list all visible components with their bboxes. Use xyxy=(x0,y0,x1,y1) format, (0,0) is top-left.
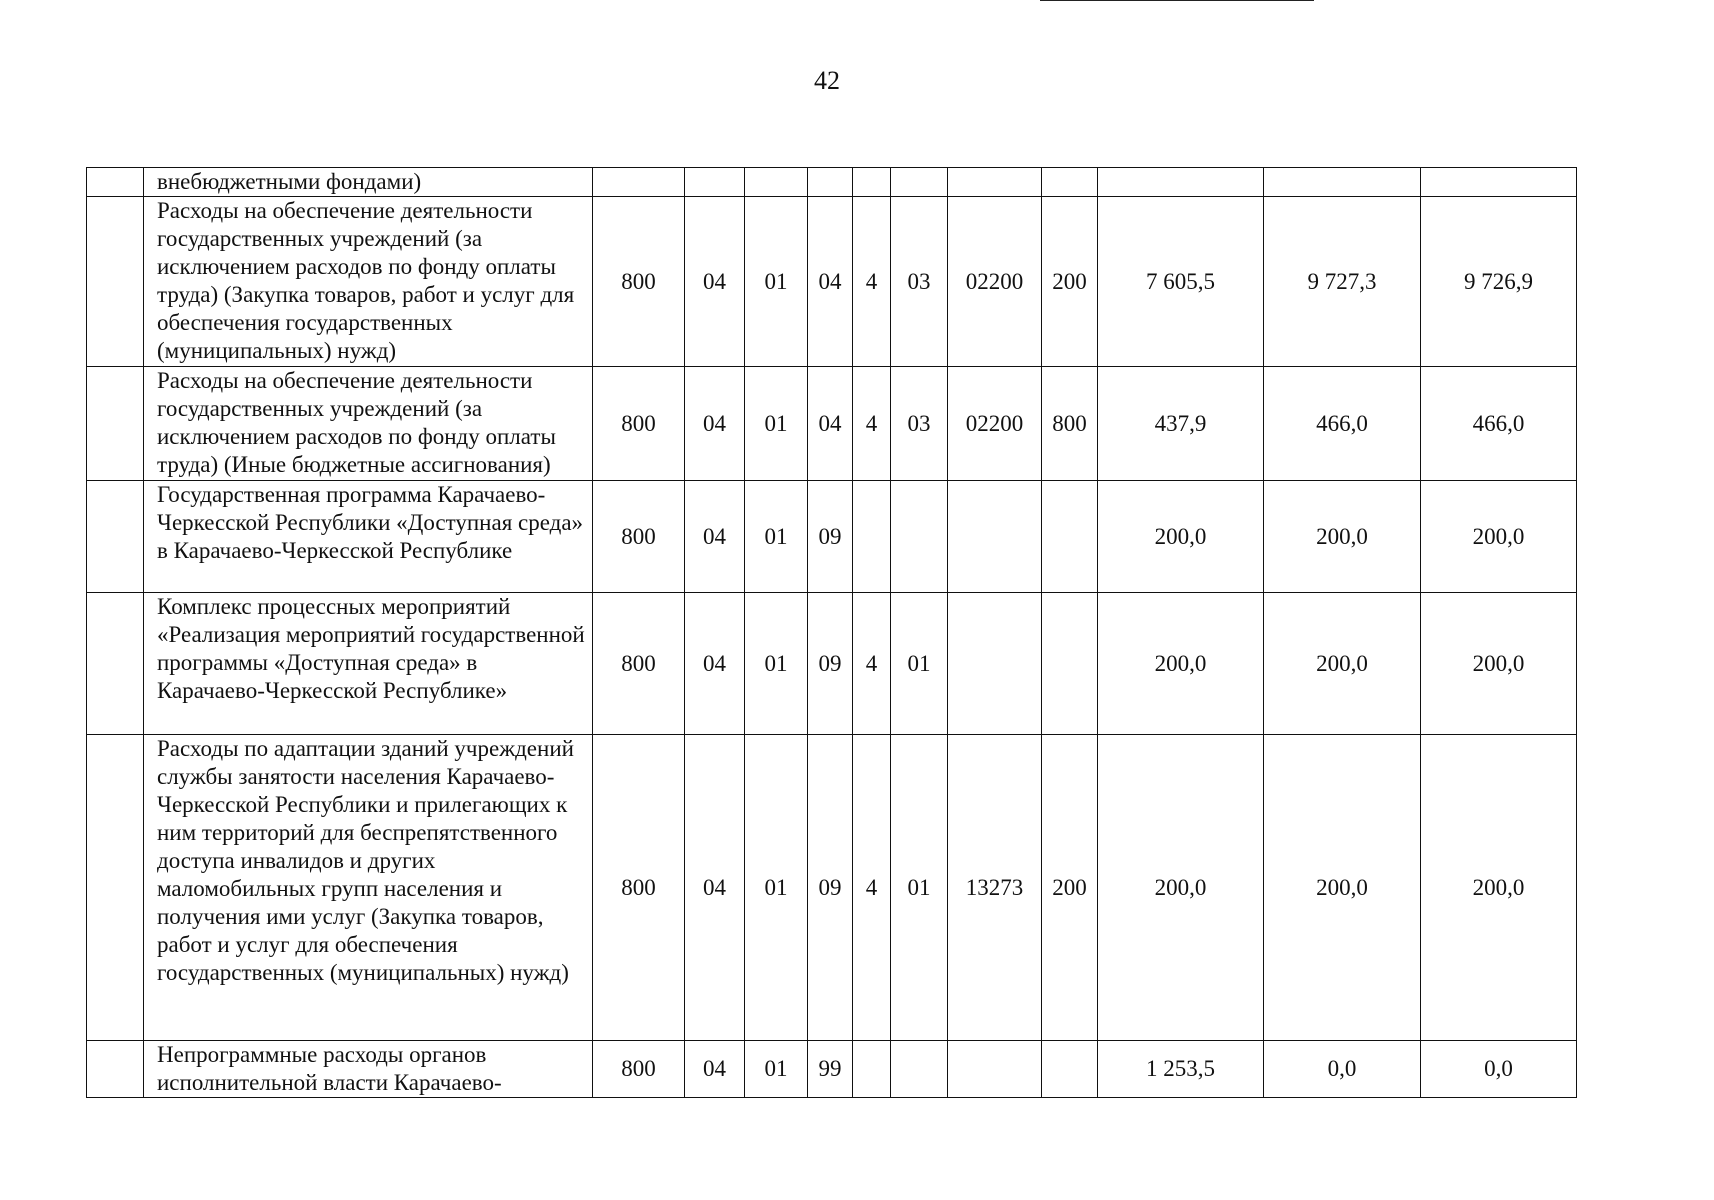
value-cell xyxy=(1042,481,1098,593)
value-cell: 02200 xyxy=(948,367,1042,481)
table-row xyxy=(87,735,1577,1041)
value-cell: 4 xyxy=(853,593,891,735)
row-index-cell xyxy=(87,197,144,367)
value-cell: 09 xyxy=(808,593,853,735)
value-cell: 200,0 xyxy=(1421,481,1577,593)
row-name-cell: Непрограммные расходы органов исполнительной власти Карачаево- xyxy=(144,1041,593,1098)
value-cell: 0,0 xyxy=(1264,1041,1421,1098)
value-cell: 04 xyxy=(685,197,745,367)
value-cell: 09 xyxy=(808,481,853,593)
value-cell: 7 605,5 xyxy=(1098,197,1264,367)
value-cell: 03 xyxy=(891,367,948,481)
value-cell: 02200 xyxy=(948,197,1042,367)
top-rule xyxy=(1040,0,1314,1)
value-cell: 1 253,5 xyxy=(1098,1041,1264,1098)
value-cell xyxy=(685,168,745,197)
value-cell: 01 xyxy=(891,593,948,735)
table-row xyxy=(87,481,1577,593)
value-cell xyxy=(1042,593,1098,735)
value-cell: 04 xyxy=(685,367,745,481)
value-cell xyxy=(891,168,948,197)
value-cell: 200,0 xyxy=(1098,593,1264,735)
value-cell: 04 xyxy=(685,481,745,593)
value-cell: 13273 xyxy=(948,735,1042,1041)
budget-table xyxy=(86,167,1577,1098)
value-cell: 200,0 xyxy=(1264,735,1421,1041)
value-cell xyxy=(1264,168,1421,197)
value-cell: 200 xyxy=(1042,735,1098,1041)
value-cell xyxy=(853,481,891,593)
value-cell xyxy=(1421,168,1577,197)
value-cell: 800 xyxy=(593,1041,685,1098)
value-cell xyxy=(853,1041,891,1098)
row-name-cell: Расходы по адаптации зданий учреждений службы занятости населения Карачаево-Черкесской Республики и прилегающих к ним территорий для беспрепятственного доступа инвалидов и других маломобильных групп населения и получения ими услуг (Закупка товаров, работ и услуг для обеспечения государственных (муниципальных) нужд) xyxy=(144,735,593,1041)
row-index-cell xyxy=(87,593,144,735)
value-cell: 01 xyxy=(745,593,808,735)
value-cell: 800 xyxy=(593,593,685,735)
value-cell: 09 xyxy=(808,735,853,1041)
value-cell xyxy=(853,168,891,197)
value-cell: 01 xyxy=(745,481,808,593)
value-cell: 04 xyxy=(808,367,853,481)
value-cell: 01 xyxy=(745,197,808,367)
table-body xyxy=(87,168,1577,1098)
value-cell xyxy=(948,168,1042,197)
row-name-cell: внебюджетными фондами) xyxy=(144,168,593,197)
page-number: 42 xyxy=(814,66,840,95)
row-index-cell xyxy=(87,168,144,197)
value-cell xyxy=(948,1041,1042,1098)
value-cell: 01 xyxy=(745,1041,808,1098)
value-cell: 04 xyxy=(685,593,745,735)
table-row xyxy=(87,367,1577,481)
value-cell: 4 xyxy=(853,367,891,481)
value-cell: 466,0 xyxy=(1264,367,1421,481)
value-cell: 437,9 xyxy=(1098,367,1264,481)
value-cell: 800 xyxy=(1042,367,1098,481)
table-row xyxy=(87,1041,1577,1098)
value-cell xyxy=(1098,168,1264,197)
value-cell xyxy=(948,481,1042,593)
value-cell xyxy=(891,1041,948,1098)
value-cell: 800 xyxy=(593,197,685,367)
value-cell: 99 xyxy=(808,1041,853,1098)
value-cell xyxy=(1042,168,1098,197)
value-cell xyxy=(593,168,685,197)
table-row xyxy=(87,197,1577,367)
table-row xyxy=(87,593,1577,735)
value-cell: 01 xyxy=(745,367,808,481)
value-cell: 200,0 xyxy=(1098,735,1264,1041)
value-cell: 9 726,9 xyxy=(1421,197,1577,367)
value-cell: 03 xyxy=(891,197,948,367)
value-cell xyxy=(1042,1041,1098,1098)
row-index-cell xyxy=(87,1041,144,1098)
row-index-cell xyxy=(87,735,144,1041)
value-cell: 0,0 xyxy=(1421,1041,1577,1098)
value-cell: 200,0 xyxy=(1421,593,1577,735)
value-cell: 4 xyxy=(853,197,891,367)
value-cell: 01 xyxy=(745,735,808,1041)
value-cell xyxy=(808,168,853,197)
value-cell: 800 xyxy=(593,735,685,1041)
value-cell: 04 xyxy=(685,1041,745,1098)
row-index-cell xyxy=(87,367,144,481)
value-cell: 200,0 xyxy=(1264,593,1421,735)
value-cell: 4 xyxy=(853,735,891,1041)
value-cell: 800 xyxy=(593,367,685,481)
value-cell xyxy=(745,168,808,197)
value-cell xyxy=(891,481,948,593)
value-cell: 01 xyxy=(891,735,948,1041)
value-cell: 200,0 xyxy=(1098,481,1264,593)
row-index-cell xyxy=(87,481,144,593)
value-cell xyxy=(948,593,1042,735)
row-name-cell: Комплекс процессных мероприятий «Реализация мероприятий государственной программы «Доступная среда» в Карачаево-Черкесской Республике» xyxy=(144,593,593,735)
value-cell: 9 727,3 xyxy=(1264,197,1421,367)
value-cell: 466,0 xyxy=(1421,367,1577,481)
value-cell: 04 xyxy=(808,197,853,367)
row-name-cell: Расходы на обеспечение деятельности государственных учреждений (за исключением расходов по фонду оплаты труда) (Закупка товаров, работ и услуг для обеспечения государственных (муниципальных) нужд) xyxy=(144,197,593,367)
value-cell: 800 xyxy=(593,481,685,593)
value-cell: 200,0 xyxy=(1421,735,1577,1041)
value-cell: 04 xyxy=(685,735,745,1041)
row-name-cell: Расходы на обеспечение деятельности государственных учреждений (за исключением расходов по фонду оплаты труда) (Иные бюджетные ассигнования) xyxy=(144,367,593,481)
value-cell: 200 xyxy=(1042,197,1098,367)
row-name-cell: Государственная программа Карачаево-Черкесской Республики «Доступная среда» в Карачаево-Черкесской Республике xyxy=(144,481,593,593)
table-row xyxy=(87,168,1577,197)
value-cell: 200,0 xyxy=(1264,481,1421,593)
